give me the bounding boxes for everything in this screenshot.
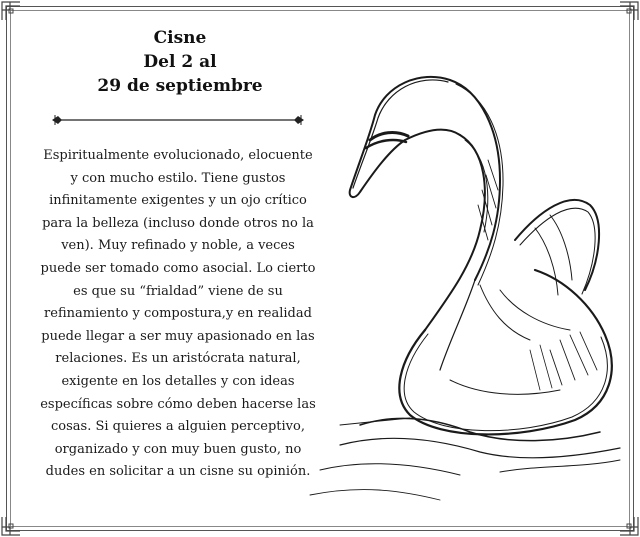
- sign-description: Espiritualmente evolucionado, elocuente y con mucho estilo. Tiene gustos infinitamente exigentes y un ojo crítico para la belleza (incluso donde otros no la ven). Muy refinado y noble, a veces puede ser tomado como asocial. Lo cierto es que su “frialdad” viene de su refinamiento y compostura,y en realidad puede llegar a ser muy apasionado en las relaciones. Es un aristócrata natural, exigente en los detalles y con ideas específicas sobre cómo deben hacerse las cosas. Si quieres a alguien perceptivo, organizado y con muy buen gusto, no dudes en solicitar a un cisne su opinión.: [40, 148, 316, 480]
- corner-ornament-icon: [0, 0, 22, 22]
- date-range-end: 29 de septiembre: [97, 76, 263, 96]
- date-range-start: Del 2 al: [143, 52, 217, 72]
- corner-ornament-icon: [0, 515, 22, 537]
- corner-ornament-icon: [618, 0, 640, 22]
- title-block: [40, 26, 320, 98]
- swan-sketch-icon: [300, 40, 640, 520]
- divider-ornament-icon: [52, 112, 304, 128]
- sign-name: Cisne: [153, 28, 207, 48]
